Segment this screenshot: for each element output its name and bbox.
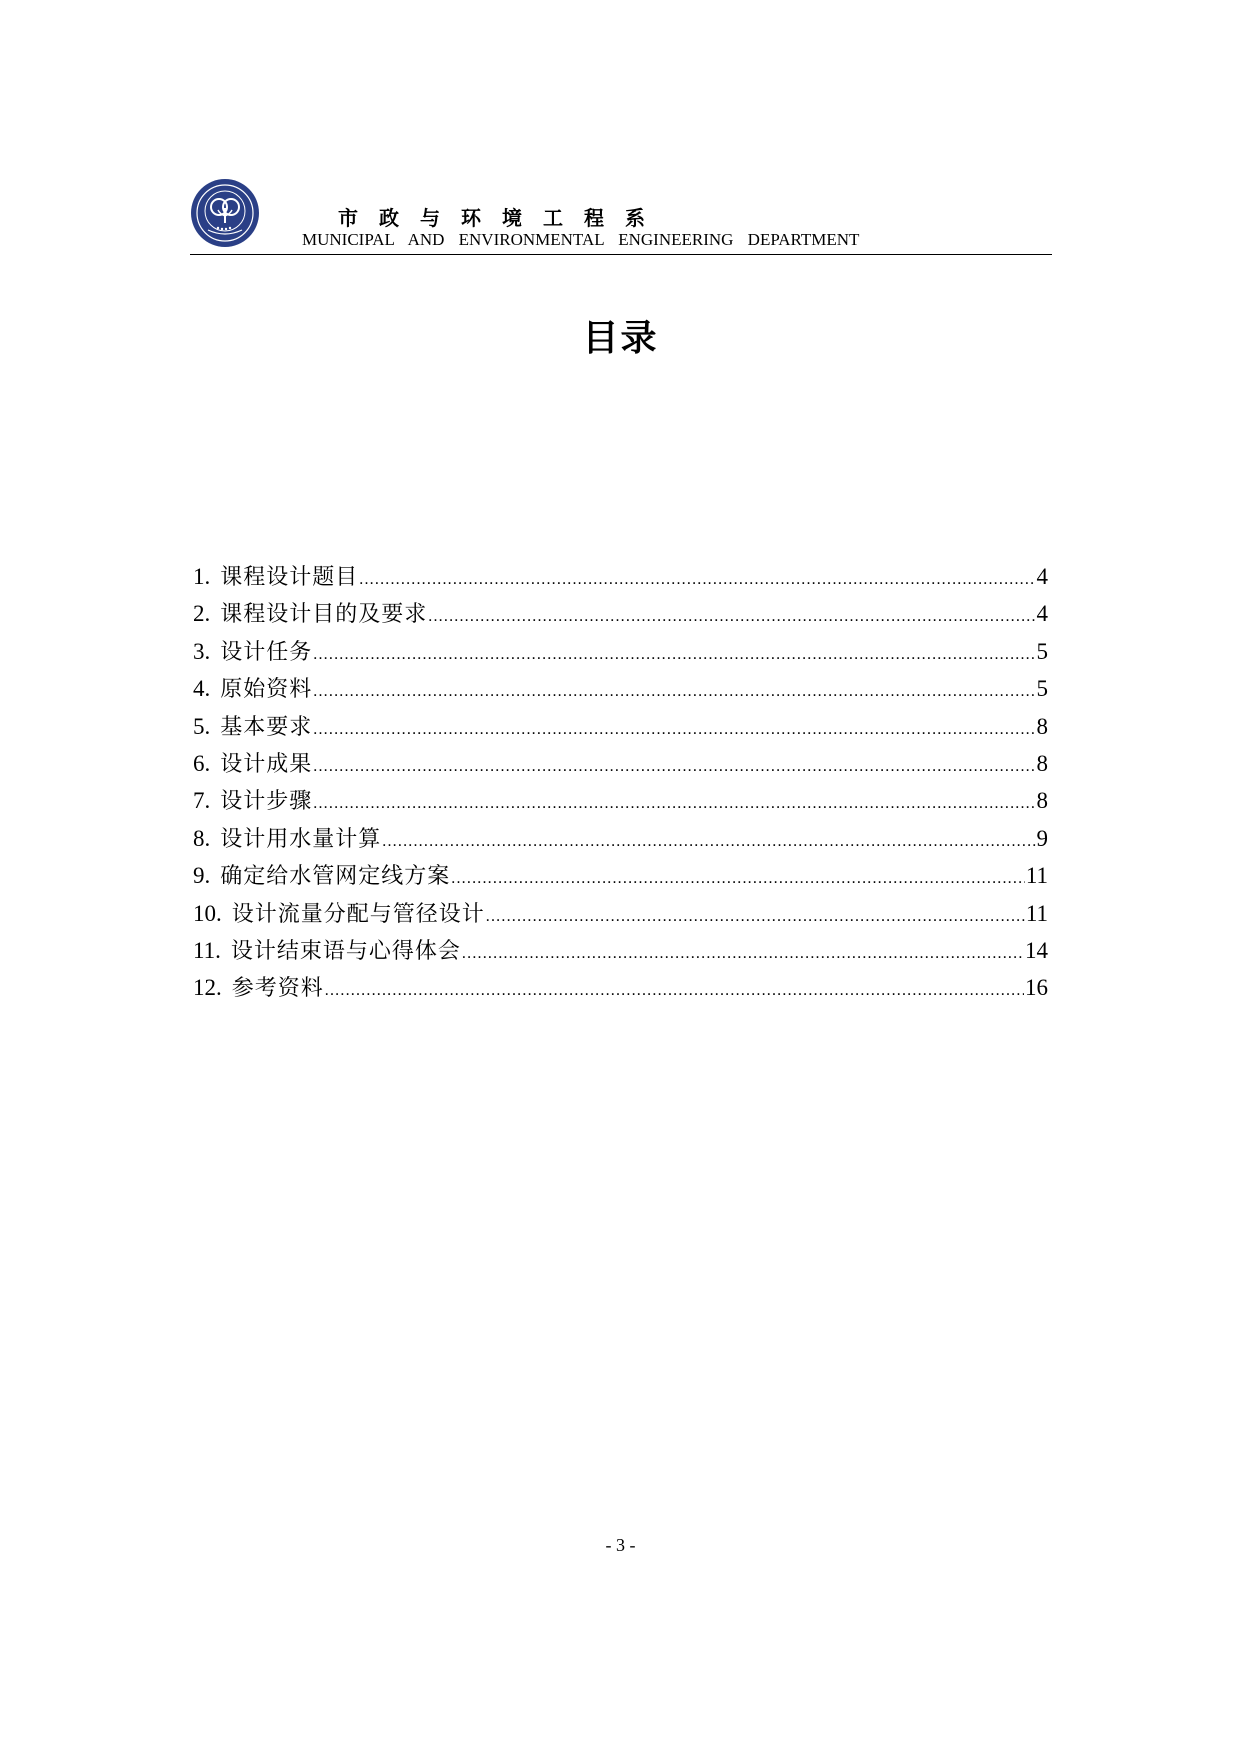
toc-entry-number: 9.	[193, 863, 211, 889]
toc-entry-label: 确定给水管网定线方案	[220, 864, 451, 890]
toc-entry-number: 7.	[193, 788, 211, 814]
toc-entry-page: 5	[1036, 638, 1048, 664]
toc-entry-number: 10.	[193, 900, 222, 926]
toc-entry-number: 4.	[193, 676, 211, 702]
toc-entry-label: 原始资料	[220, 677, 313, 703]
toc-entry-number: 12.	[193, 975, 222, 1001]
toc-entry[interactable]	[193, 784, 1048, 821]
toc-leader-dots	[382, 833, 1035, 851]
toc-entry-page: 9	[1036, 825, 1048, 851]
toc-entry-label: 参考资料	[231, 976, 324, 1002]
toc-entry[interactable]	[193, 859, 1048, 896]
toc-leader-dots	[313, 721, 1035, 739]
toc-entry-number: 8.	[193, 825, 211, 851]
toc-entry-page: 4	[1036, 564, 1048, 589]
toc-entry-page: 8	[1036, 750, 1048, 776]
toc-entry-page: 8	[1036, 788, 1048, 814]
toc-entry-page: 11	[1025, 863, 1048, 889]
toc-entry-page: 5	[1036, 676, 1048, 702]
toc-leader-dots	[428, 608, 1035, 626]
toc-entry-page: 11	[1025, 900, 1048, 926]
department-emblem-icon	[190, 178, 260, 248]
page-title: 目录	[582, 318, 659, 359]
toc-entry[interactable]	[193, 971, 1048, 1008]
toc-entry-label: 设计任务	[220, 639, 313, 665]
table-of-contents	[193, 560, 1048, 1009]
toc-entry-number: 3.	[193, 638, 211, 664]
toc-entry-page: 14	[1025, 937, 1048, 963]
toc-leader-dots	[486, 908, 1025, 926]
toc-entry-number: 5.	[193, 713, 211, 739]
toc-entry-number: 2.	[193, 601, 211, 627]
toc-entry-label: 设计流量分配与管径设计	[231, 901, 485, 927]
toc-entry[interactable]	[193, 597, 1048, 634]
toc-leader-dots	[451, 870, 1025, 888]
toc-entry-number: 1.	[193, 564, 211, 589]
toc-leader-dots	[313, 758, 1035, 776]
toc-entry[interactable]	[193, 672, 1048, 709]
toc-entry-label: 课程设计目的及要求	[220, 602, 428, 628]
toc-entry-number: 11.	[193, 937, 221, 963]
toc-entry[interactable]	[193, 710, 1048, 747]
page-number: - 3 -	[605, 1535, 636, 1555]
toc-leader-dots	[313, 683, 1035, 701]
toc-entry[interactable]	[193, 635, 1048, 672]
toc-entry-label: 课程设计题目	[220, 565, 359, 590]
toc-entry[interactable]	[193, 897, 1048, 934]
toc-entry-label: 设计成果	[220, 751, 313, 777]
toc-entry[interactable]	[193, 560, 1048, 597]
toc-entry[interactable]	[193, 747, 1048, 784]
toc-entry-label: 基本要求	[220, 714, 313, 740]
toc-entry-label: 设计用水量计算	[220, 826, 382, 852]
page-header	[190, 178, 1052, 254]
toc-entry-label: 设计结束语与心得体会	[230, 938, 461, 964]
toc-entry[interactable]	[193, 934, 1048, 971]
toc-leader-dots	[359, 571, 1035, 589]
department-name-en: MUNICIPAL AND ENVIRONMENTAL ENGINEERING DEPARTMENT	[302, 230, 860, 249]
toc-leader-dots	[462, 945, 1024, 963]
toc-leader-dots	[325, 982, 1024, 1000]
department-name-cn: 市政与环境工程系	[338, 206, 666, 230]
toc-entry-page: 4	[1036, 601, 1048, 627]
toc-entry[interactable]	[193, 822, 1048, 859]
toc-entry-label: 设计步骤	[220, 789, 313, 815]
toc-entry-page: 16	[1025, 975, 1048, 1001]
toc-leader-dots	[313, 795, 1035, 813]
toc-entry-page: 8	[1036, 713, 1048, 739]
header-divider	[190, 254, 1052, 255]
toc-entry-number: 6.	[193, 750, 211, 776]
toc-leader-dots	[313, 646, 1035, 664]
